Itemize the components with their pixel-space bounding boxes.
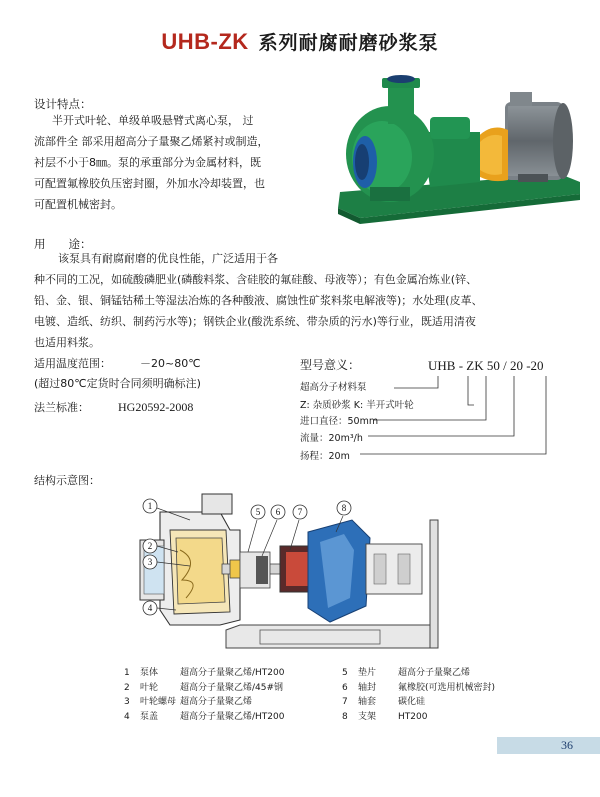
parts-legend-right — [342, 666, 495, 724]
usage-line: 也适用料浆。 — [34, 336, 100, 349]
page-number-bar — [497, 737, 600, 754]
callout-5: 5 — [255, 507, 261, 517]
part-row: 4 泵盖 超高分子量聚乙烯/HT200 — [124, 711, 285, 722]
model-item: 扬程：20m — [300, 451, 350, 462]
callout-7: 7 — [297, 507, 303, 517]
part-row: 2 叶轮 超高分子量聚乙烯/45#钢 — [124, 682, 284, 693]
part-row: 1 泵体 超高分子量聚乙烯/HT200 — [124, 668, 285, 678]
title-model: UHB-ZK — [161, 29, 249, 54]
title-name: 系列耐腐耐磨砂浆泵 — [258, 32, 439, 54]
structure-heading: 结构示意图： — [34, 474, 100, 487]
model-item: 进口直径：50mm — [300, 416, 379, 427]
usage-heading: 用 途： — [34, 237, 92, 251]
model-item: 流量：20m³/h — [300, 433, 363, 444]
features-line: 流部件全 部采用超高分子量聚乙烯紧衬或制造， — [34, 135, 269, 148]
parts-legend-left — [124, 666, 284, 724]
usage-line: 铅、金、银、铜锰钴稀土等湿法冶炼的各种酸液、腐蚀性矿浆料浆电解液等)；水处理(皮革、 — [34, 294, 483, 307]
temp-note: (超过80℃定货时合同须明确标注) — [34, 377, 201, 390]
usage-line: 种不同的工况，如硫酸磷肥业(磷酸料浆、含硅胶的氟硅酸、母液等）；有色金属冶炼业(锌、 — [34, 273, 478, 286]
page-title — [0, 28, 600, 55]
part-row: 7 轴套 碳化硅 — [342, 697, 426, 707]
callout-3: 3 — [147, 557, 153, 567]
features-line: 衬层不小于8㎜。泵的承重部分为金属材料，既 — [34, 156, 261, 169]
model-item: Z: 杂质砂浆 K: 半开式叶轮 — [300, 400, 414, 411]
features-line: 半开式叶轮、单级单吸悬臂式离心泵， 过 — [52, 114, 254, 127]
usage-line: 该泵具有耐腐耐磨的优良性能，广泛适用于各 — [58, 252, 278, 265]
callout-1: 1 — [147, 501, 153, 511]
temp-value: －20~80℃ — [140, 357, 201, 370]
page-number: 36 — [561, 738, 573, 752]
part-row: 8 支架 HT200 — [342, 711, 428, 722]
callout-2: 2 — [147, 541, 153, 551]
pump-photo — [330, 62, 585, 232]
model-code: UHB - ZK 50 / 20 -20 — [428, 358, 544, 373]
features-line: 可配置氟橡胶负压密封圈，外加水冷却装置，也 — [34, 177, 265, 190]
part-row: 5 垫片 超高分子量聚乙烯 — [342, 668, 471, 678]
usage-line: 电镀、造纸、纺织、制药污水等)；钢铁企业(酸洗系统、带杂质的污水)等行业，既适用清夜 — [34, 315, 476, 328]
callout-8: 8 — [341, 503, 347, 513]
part-row: 6 轴封 氟橡胶(可选用机械密封) — [342, 682, 496, 693]
callout-4: 4 — [147, 603, 153, 613]
features-heading: 设计特点： — [34, 97, 92, 111]
structure-diagram — [130, 490, 470, 660]
temp-label: 适用温度范围： — [34, 357, 111, 370]
callout-6: 6 — [275, 507, 281, 517]
part-row: 3 叶轮螺母 超高分子量聚乙烯 — [124, 697, 253, 707]
model-item: 超高分子材料泵 — [300, 382, 367, 393]
features-line: 可配置机械密封。 — [34, 198, 122, 211]
model-meaning-heading: 型号意义： — [300, 358, 361, 372]
flange-value: HG20592-2008 — [118, 400, 194, 414]
flange-label: 法兰标准： — [34, 401, 89, 414]
